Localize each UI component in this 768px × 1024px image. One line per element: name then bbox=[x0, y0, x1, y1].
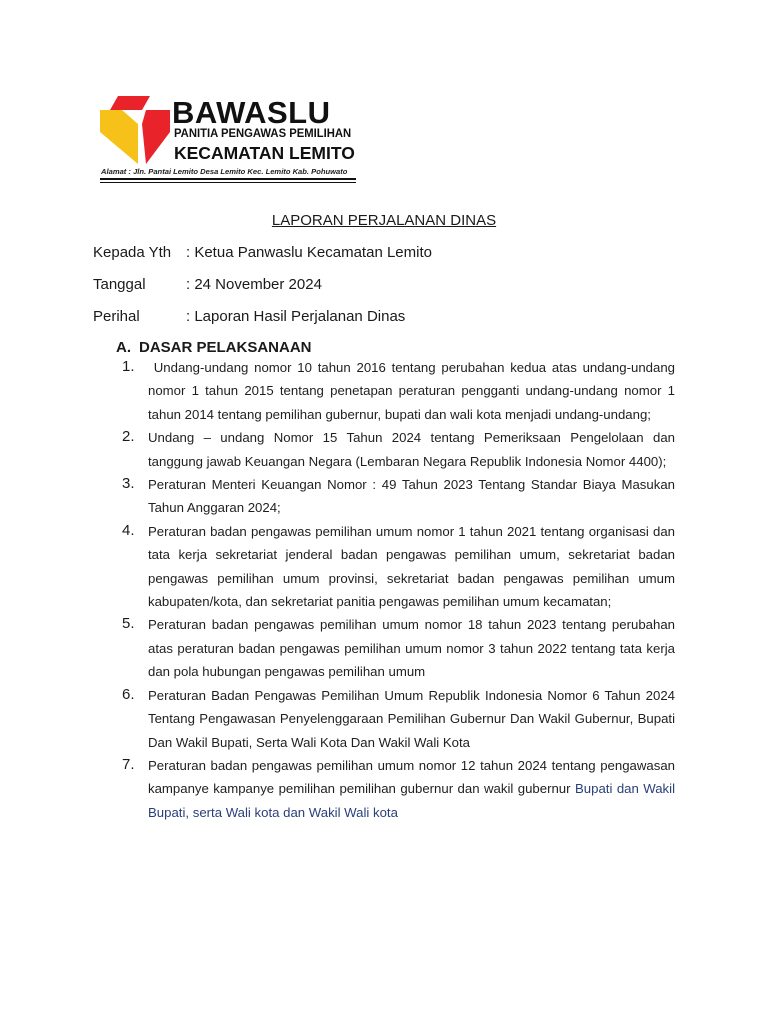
list-item-text-accent: Bupati dan Wakil Bupati, serta Wali kota dan Wakil Wali kota bbox=[148, 781, 675, 820]
list-item-text: Peraturan badan pengawas pemilihan umum nomor 1 tahun 2021 tentang organisasi dan tata kerja sekretariat jenderal badan pengawas pemilihan umum, sekretariat badan pengawas pemilihan umum provinsi, sekretariat badan pengawas pemilihan umum kabupaten/kota, dan sekretariat panitia pengawas pemilihan umum kecamatan; bbox=[148, 523, 675, 610]
list-item-number: 3. bbox=[122, 475, 135, 493]
list-item bbox=[122, 684, 682, 754]
field-value: : 24 November 2024 bbox=[186, 276, 322, 293]
section-letter: A. bbox=[116, 339, 131, 356]
list-item-number: 2. bbox=[122, 428, 135, 446]
field-label: Kepada Yth bbox=[93, 244, 172, 261]
list-item bbox=[122, 520, 682, 614]
list-item bbox=[122, 426, 682, 473]
bawaslu-logo-icon bbox=[98, 96, 174, 168]
list-item-text-main: Peraturan badan pengawas pemilihan umum nomor 12 tahun 2024 tentang pengawasan kampanye kampanye pemilihan pemilihan gubernur dan wakil gubernur bbox=[148, 757, 679, 797]
list-item-text bbox=[148, 754, 679, 824]
list-item-number: 5. bbox=[122, 615, 135, 633]
list-item-number: 4. bbox=[122, 521, 135, 539]
field-value: : Ketua Panwaslu Kecamatan Lemito bbox=[186, 244, 432, 261]
letterhead-rule-thin bbox=[100, 182, 356, 183]
letterhead-rule-thick bbox=[100, 178, 356, 180]
list-item-text: Undang – undang Nomor 15 Tahun 2024 tentang Pemeriksaan Pengelolaan dan tanggung jawab Keuangan Negara (Lembaran Negara Republik Indonesia Nomor 4400); bbox=[148, 430, 675, 469]
list-item-number: 6. bbox=[122, 685, 135, 703]
letterhead bbox=[98, 96, 360, 186]
list-item bbox=[122, 613, 682, 683]
field-label: Perihal bbox=[93, 308, 140, 325]
list-item bbox=[122, 754, 682, 824]
section-heading bbox=[116, 338, 312, 358]
document-title: LAPORAN PERJALANAN DINAS bbox=[271, 212, 497, 229]
field-label: Tanggal bbox=[93, 276, 146, 293]
list-item bbox=[122, 473, 682, 520]
list-item-text: Peraturan Menteri Keuangan Nomor : 49 Tahun 2023 Tentang Standar Biaya Masukan Tahun Anggaran 2024; bbox=[148, 477, 675, 516]
list-item-number: 1. bbox=[122, 358, 135, 375]
org-unit: KECAMATAN LEMITO bbox=[174, 143, 355, 163]
org-name: BAWASLU bbox=[172, 95, 331, 130]
list-item-text: Undang-undang nomor 10 tahun 2016 tentang perubahan kedua atas undang-undang nomor 1 tahun 2015 tentang penetapan peraturan pengganti undang-undang nomor 1 tahun 2014 tentang pemilihan gubernur, bupati dan wali kota menjadi undang-undang; bbox=[148, 360, 679, 422]
org-subtitle: PANITIA PENGAWAS PEMILIHAN bbox=[174, 128, 352, 140]
field-value: : Laporan Hasil Perjalanan Dinas bbox=[186, 308, 406, 325]
list-item bbox=[122, 356, 682, 426]
legal-basis-list bbox=[122, 356, 682, 824]
org-address: Alamat : Jln. Pantai Lemito Desa Lemito Kec. Lemito Kab. Pohuwato bbox=[101, 167, 348, 176]
list-item-text: Peraturan badan pengawas pemilihan umum nomor 18 tahun 2023 tentang perubahan atas peraturan badan pengawas pemilihan umum nomor 3 tahun 2022 tentang tata kerja dan pola hubungan pengawas pemilihan umum bbox=[148, 617, 675, 680]
list-item-text: Peraturan Badan Pengawas Pemilihan Umum Republik Indonesia Nomor 6 Tahun 2024 Tentang Pengawasan Penyelenggaraan Pemilihan Gubernur Dan Wakil Gubernur, Bupati Dan Wakil Bupati, Serta Wali Kota Dan Wakil Wali Kota bbox=[148, 687, 675, 750]
list-item-number: 7. bbox=[122, 755, 135, 773]
section-title: DASAR PELAKSANAAN bbox=[139, 339, 312, 356]
